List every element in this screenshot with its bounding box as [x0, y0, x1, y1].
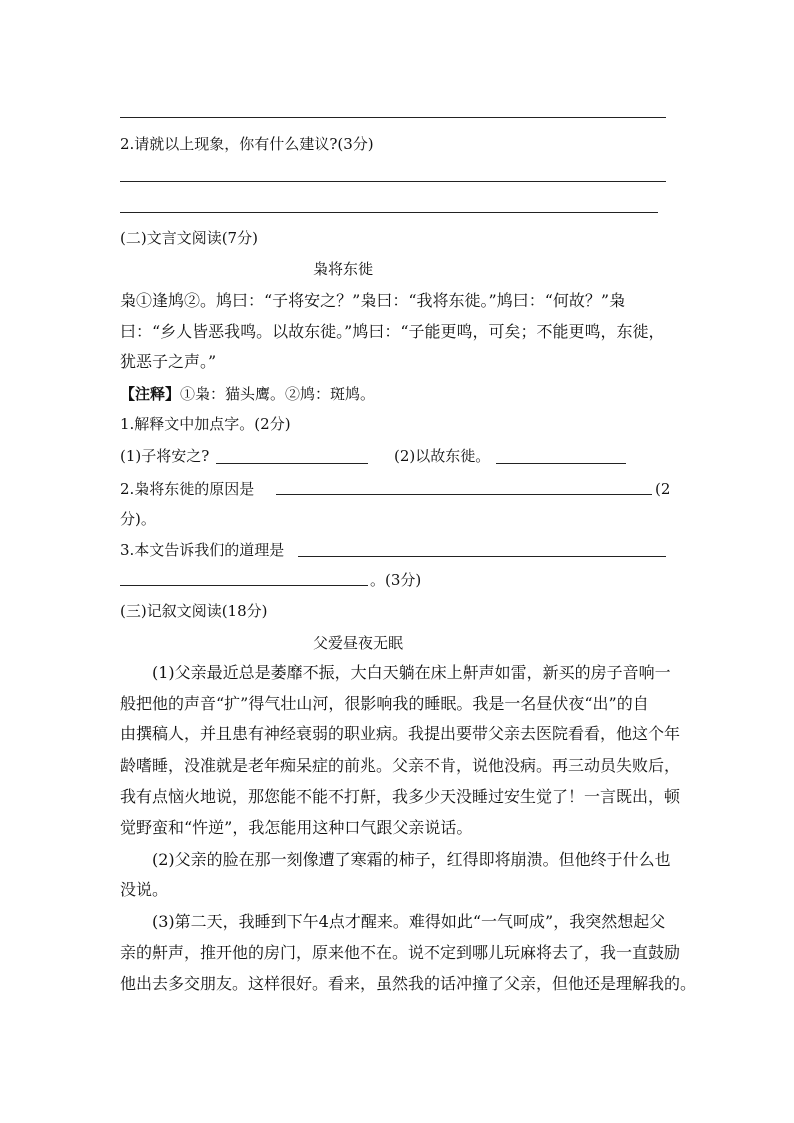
score: (2	[655, 480, 671, 498]
paragraph-line: 他出去多交朋友。这样很好。看来，虽然我的话冲撞了父亲，但他还是理解我的。	[120, 974, 697, 993]
annotation-label: 【注释】	[120, 385, 181, 403]
section-heading: (二)文言文阅读(7分)	[120, 229, 258, 247]
section-heading: (三)记叙文阅读(18分)	[120, 602, 268, 620]
paragraph-line: 觉野蛮和“忤逆”，我怎能用这种口气跟父亲说话。	[120, 818, 473, 837]
paragraph-line: 亲的鼾声，推开他的房门，原来他不在。说不定到哪儿玩麻将去了，我一直鼓励	[120, 943, 681, 962]
answer-blank	[276, 494, 652, 495]
answer-line	[120, 212, 658, 213]
paragraph-line: 般把他的声音“扩”得气壮山河，很影响我的睡眠。我是一名昼伏夜“出”的自	[120, 694, 649, 713]
question-1: 1.解释文中加点字。(2分)	[120, 415, 291, 433]
score: 分)。	[120, 510, 156, 528]
question-1-part-a: (1)子将安之?	[120, 447, 210, 465]
paragraph-line: 龄嗜睡，没准就是老年痴呆症的前兆。父亲不肯，说他没病。再三动员失败后，	[120, 756, 681, 775]
paragraph-line: (2)父亲的脸在那一刻像遭了寒霜的柿子，红得即将崩溃。但他终于什么也	[152, 850, 671, 869]
paragraph-line: 我有点恼火地说，那您能不能不打鼾，我多少天没睡过安生觉了！一言既出，顿	[120, 787, 681, 806]
passage-line: 犹恶子之声。”	[120, 352, 217, 371]
question-1-part-b: (2)以故东徙。	[394, 447, 491, 465]
paragraph-line: (1)父亲最近总是萎靡不振，大白天躺在床上鼾声如雷，新买的房子音响一	[152, 663, 671, 682]
answer-blank	[120, 585, 368, 586]
passage-title: 枭将东徙	[313, 260, 374, 278]
answer-blank	[496, 463, 626, 464]
annotation-text: ①枭：猫头鹰。②鸠：斑鸠。	[180, 385, 376, 403]
passage-line: 枭①逢鸠②。鸠曰：“子将安之？”枭曰：“我将东徙。”鸠曰：“何故？”枭	[120, 291, 626, 310]
question-2: 2.请就以上现象，你有什么建议?(3分)	[120, 135, 374, 153]
passage-title: 父爱昼夜无眠	[313, 634, 404, 652]
passage-line: 曰：“乡人皆恶我鸣。以故东徙。”鸠曰：“子能更鸣，可矣；不能更鸣，东徙，	[120, 322, 665, 341]
question-2-sec2: 2.枭将东徙的原因是	[120, 480, 255, 498]
answer-blank	[298, 556, 666, 557]
paragraph-line: 没说。	[120, 880, 169, 899]
paragraph-line: (3)第二天，我睡到下午4点才醒来。难得如此“一气呵成”，我突然想起父	[152, 912, 666, 931]
question-3-sec2: 3.本文告诉我们的道理是	[120, 541, 285, 559]
annotation	[120, 384, 375, 404]
score: 。(3分)	[370, 571, 422, 589]
answer-line	[120, 181, 666, 182]
answer-line	[120, 117, 666, 118]
answer-blank	[216, 463, 368, 464]
paragraph-line: 由撰稿人，并且患有神经衰弱的职业病。我提出要带父亲去医院看看，他这个年	[120, 724, 681, 743]
